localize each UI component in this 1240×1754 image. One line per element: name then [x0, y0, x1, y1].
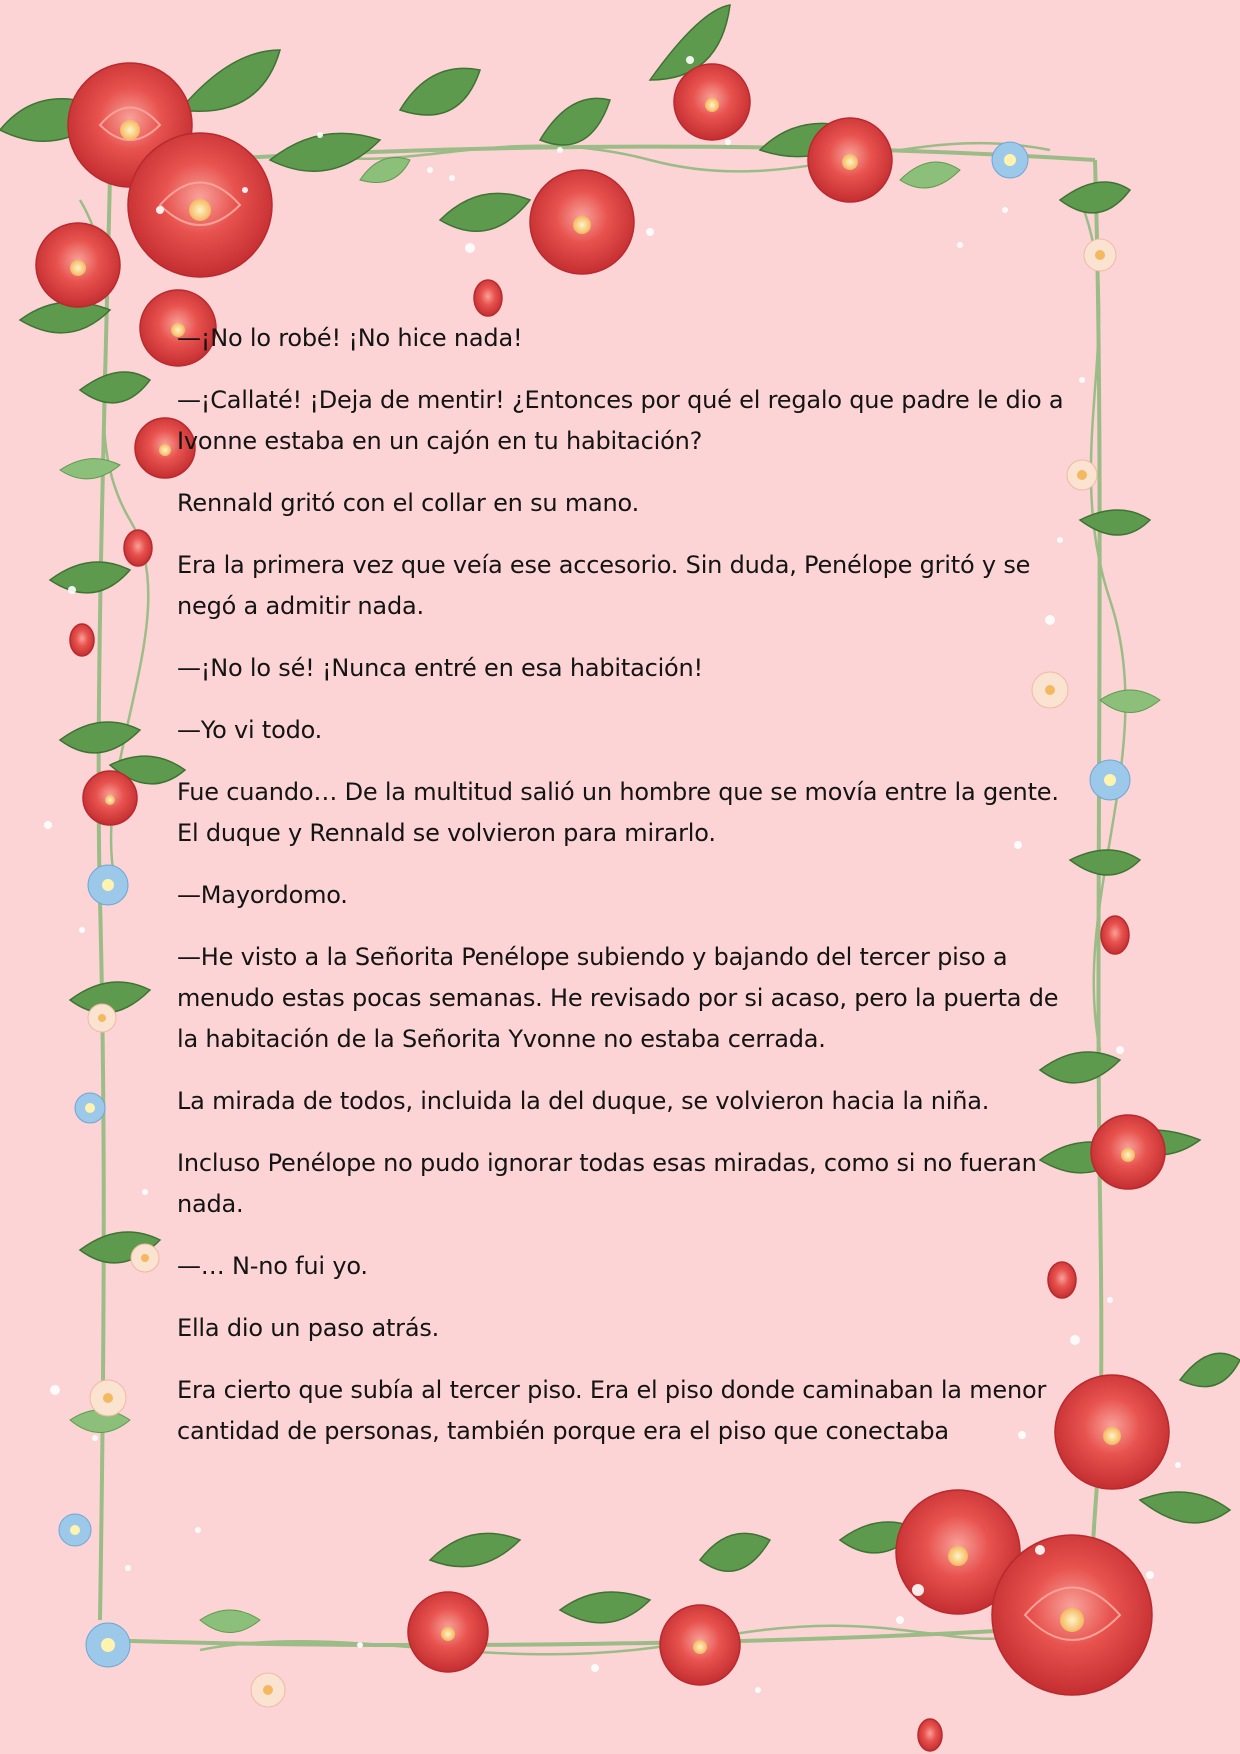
rose-bud-icon: [70, 624, 94, 656]
rose-icon: [660, 1605, 740, 1685]
rose-icon: [83, 771, 137, 825]
rose-icon: [808, 118, 892, 202]
paragraph: —… N-no fui yo.: [177, 1252, 368, 1280]
blue-flower-icon: [1090, 760, 1130, 800]
rose-icon: [674, 64, 750, 140]
blue-flower-icon: [86, 1623, 130, 1667]
paragraph: —Yo vi todo.: [177, 716, 323, 744]
paragraph: Fue cuando… De la multitud salió un hombre que se movía entre la gente. El duque y Rennald se volvieron para mirarlo.: [177, 778, 1059, 847]
paragraph: —He visto a la Señorita Penélope subiendo y bajando del tercer piso a menudo estas pocas semanas. He revisado por si acaso, pero la puerta de la habitación de la Señorita Yvonne no estaba cerrada.: [177, 943, 1059, 1053]
paragraph: Era cierto que subía al tercer piso. Era el piso donde caminaban la menor cantidad de personas, también porque era el piso que conectaba: [177, 1376, 1047, 1445]
rose-bud-icon: [918, 1719, 942, 1751]
rose-icon: [128, 133, 272, 277]
paragraph: La mirada de todos, incluida la del duque, se volvieron hacia la niña.: [177, 1087, 990, 1115]
paragraph: Ella dio un paso atrás.: [177, 1314, 440, 1342]
rose-bud-icon: [474, 280, 502, 316]
blue-flower-icon: [75, 1093, 105, 1123]
paragraph: Era la primera vez que veía ese accesorio. Sin duda, Penélope gritó y se negó a admitir nada.: [177, 551, 1031, 620]
pale-flower-icon: [1084, 239, 1116, 271]
rose-icon: [408, 1592, 488, 1672]
rose-icon: [992, 1535, 1152, 1695]
rose-bud-icon: [124, 530, 152, 566]
document-body: [177, 318, 1077, 1473]
paragraph: Incluso Penélope no pudo ignorar todas esas miradas, como si no fueran nada.: [177, 1149, 1037, 1218]
pale-flower-icon: [251, 1673, 285, 1707]
rose-icon: [1091, 1115, 1165, 1189]
rose-icon: [530, 170, 634, 274]
rose-bud-icon: [1101, 916, 1129, 954]
blue-flower-icon: [992, 142, 1028, 178]
paragraph: —Mayordomo.: [177, 881, 348, 909]
rose-icon: [36, 223, 120, 307]
pale-flower-icon: [88, 1004, 116, 1032]
paragraph: —¡Callaté! ¡Deja de mentir! ¿Entonces por qué el regalo que padre le dio a Ivonne estaba en un cajón en tu habitación?: [177, 386, 1064, 455]
paragraph: Rennald gritó con el collar en su mano.: [177, 489, 640, 517]
blue-flower-icon: [88, 865, 128, 905]
pale-flower-icon: [90, 1380, 126, 1416]
paragraph: —¡No lo robé! ¡No hice nada!: [177, 324, 523, 352]
pale-flower-icon: [131, 1244, 159, 1272]
paragraph: —¡No lo sé! ¡Nunca entré en esa habitación!: [177, 654, 703, 682]
blue-flower-icon: [59, 1514, 91, 1546]
